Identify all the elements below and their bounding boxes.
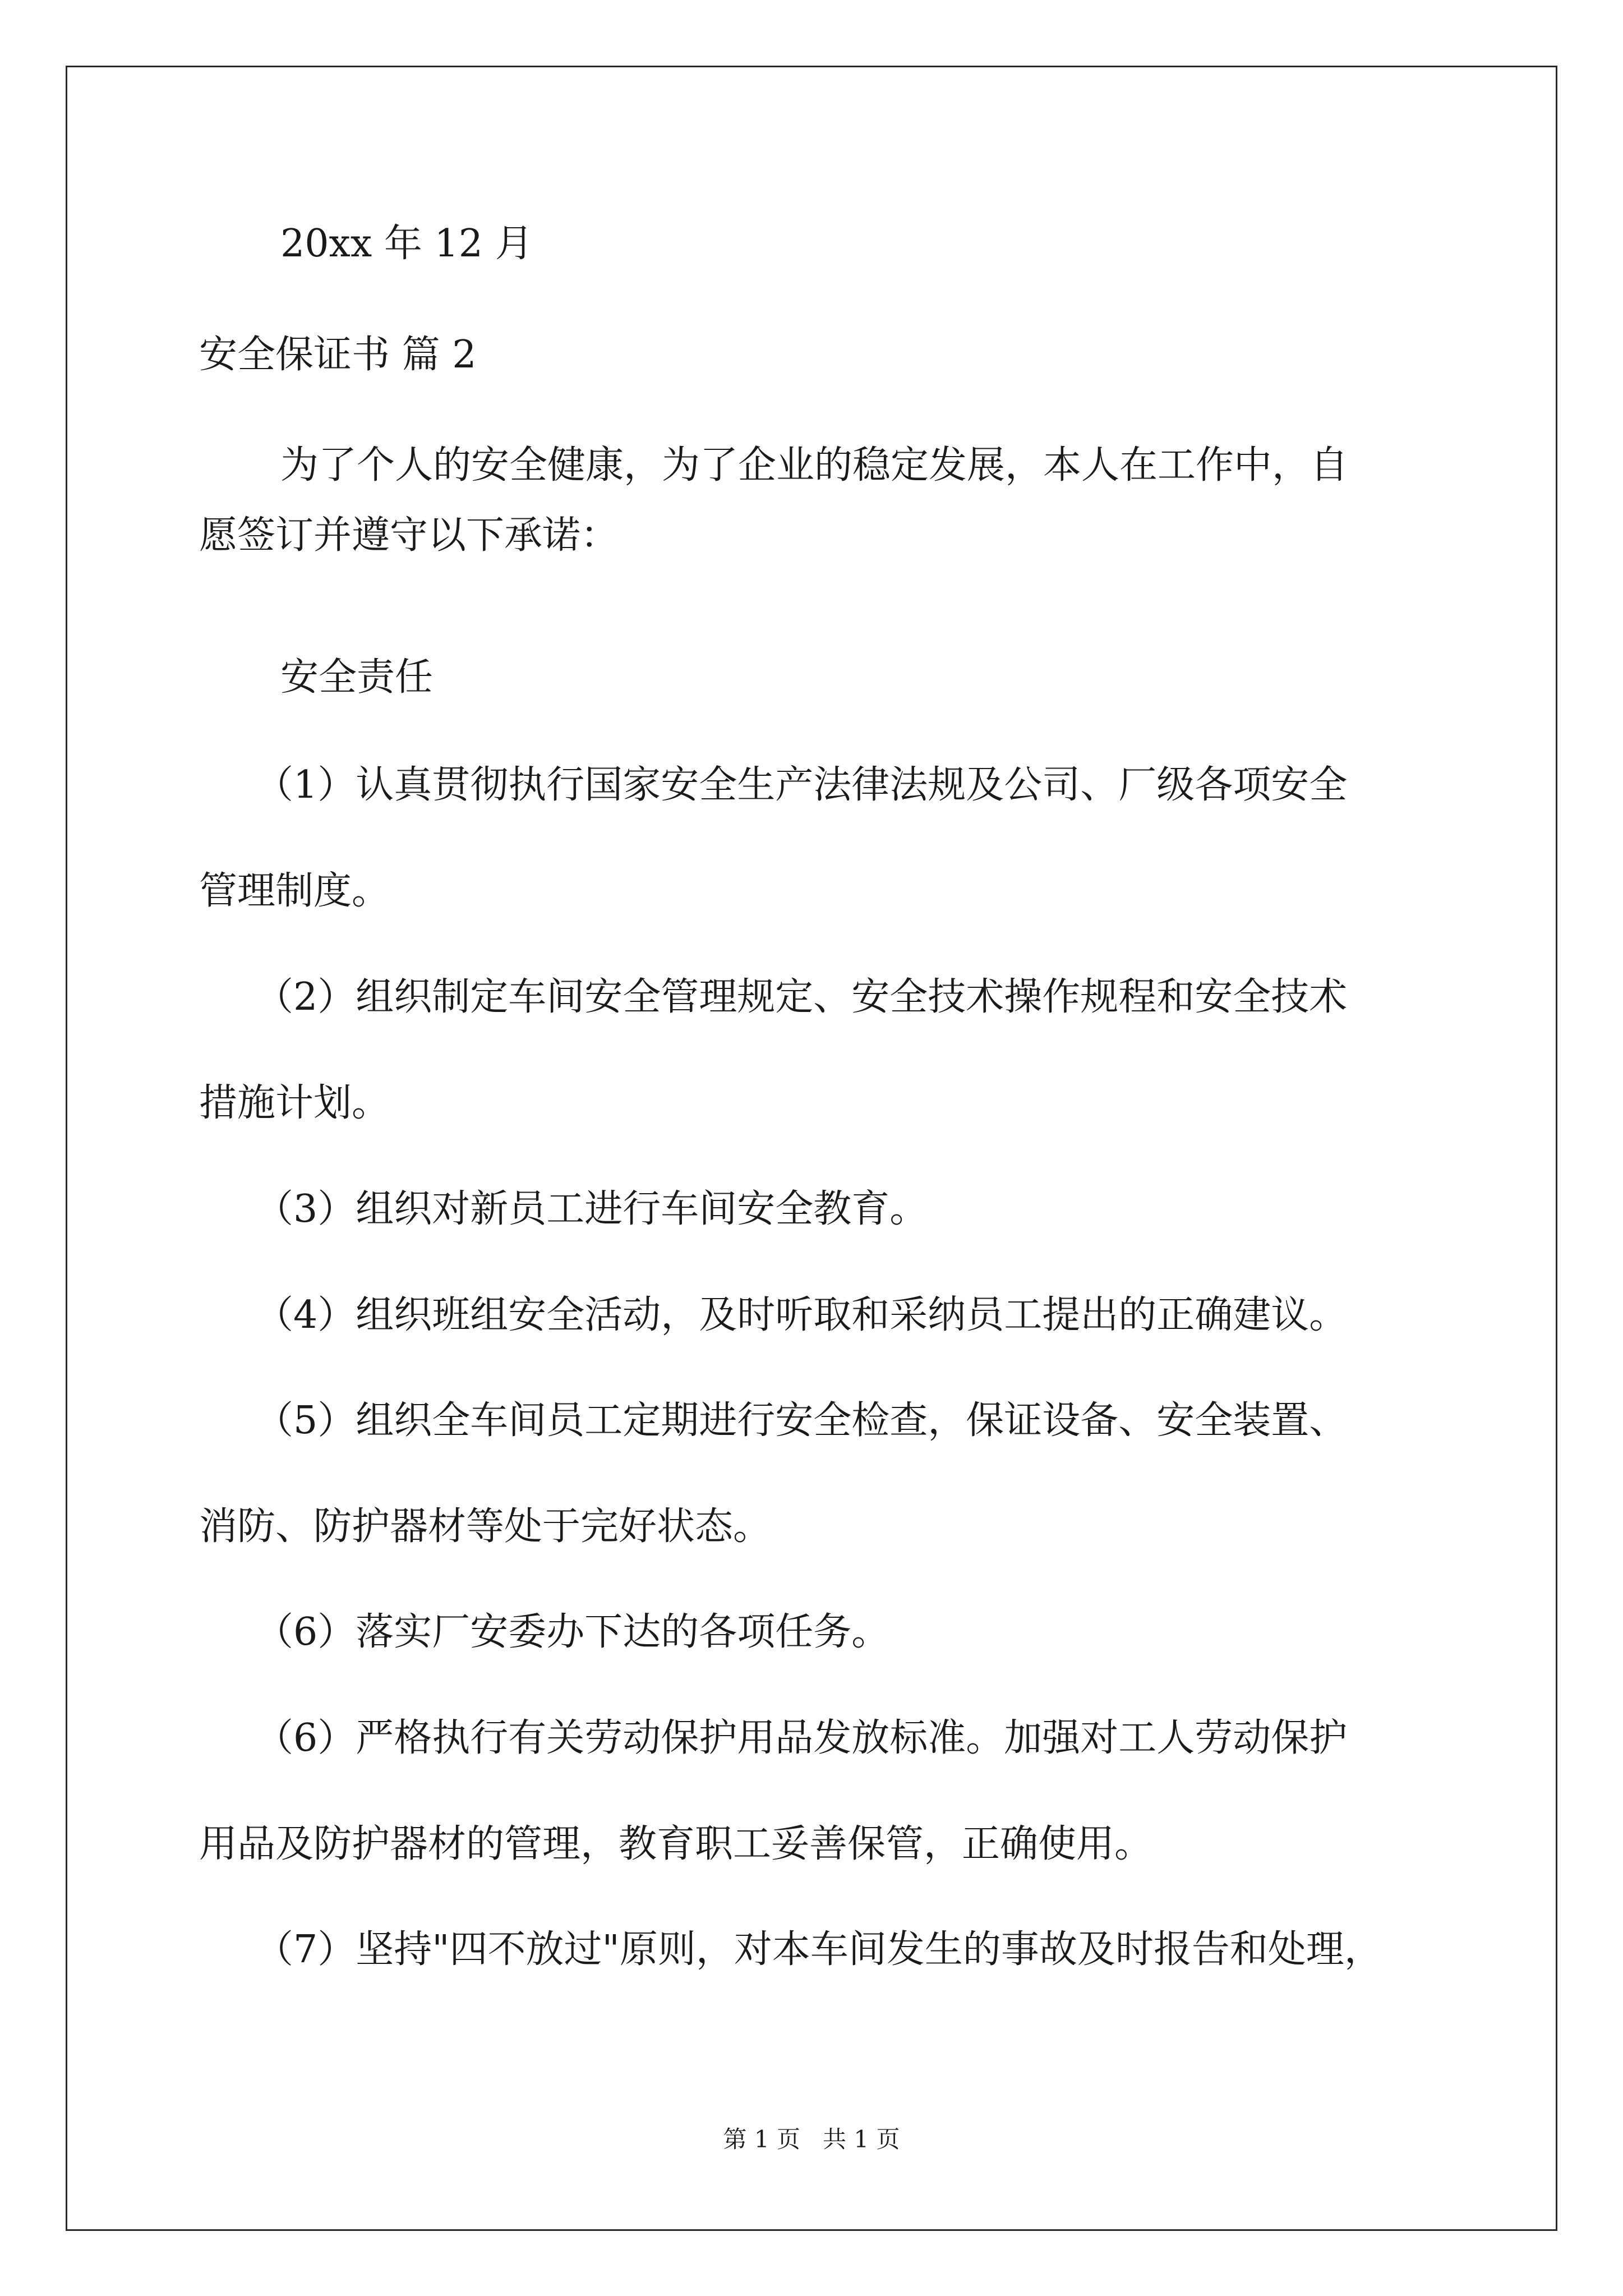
list-item-continuation: 管理制度。 (199, 869, 390, 913)
list-item: （7）坚持"四不放过"原则，对本车间发生的事故及时报告和处理， (255, 1927, 1382, 1972)
list-item: （1）认真贯彻执行国家安全生产法律法规及公司、厂级各项安全 (255, 763, 1348, 807)
list-item-continuation: 消防、防护器材等处于完好状态。 (199, 1504, 772, 1549)
list-item: （2）组织制定车间安全管理规定、安全技术操作规程和安全技术 (255, 975, 1348, 1019)
list-item: （3）组织对新员工进行车间安全教育。 (255, 1187, 928, 1231)
list-item: （5）组织全车间员工定期进行安全检查，保证设备、安全装置、 (255, 1398, 1348, 1443)
section-title: 安全保证书 篇 2 (199, 333, 477, 377)
list-item: （6）严格执行有关劳动保护用品发放标准。加强对工人劳动保护 (255, 1716, 1348, 1760)
page-number-footer: 第 1 页 共 1 页 (723, 2125, 900, 2153)
paragraph-line: 为了个人的安全健康，为了企业的稳定发展，本人在工作中，自 (280, 443, 1349, 487)
list-item-continuation: 措施计划。 (199, 1081, 390, 1125)
list-item: （4）组织班组安全活动，及时听取和采纳员工提出的正确建议。 (255, 1293, 1348, 1337)
page-border (66, 66, 1557, 2231)
subheading: 安全责任 (280, 655, 434, 700)
list-item-continuation: 用品及防护器材的管理，教育职工妥善保管，正确使用。 (199, 1822, 1153, 1866)
date-line: 20xx 年 12 月 (280, 222, 533, 266)
list-item: （6）落实厂安委办下达的各项任务。 (255, 1610, 890, 1654)
paragraph-line: 愿签订并遵守以下承诺： (199, 513, 619, 558)
